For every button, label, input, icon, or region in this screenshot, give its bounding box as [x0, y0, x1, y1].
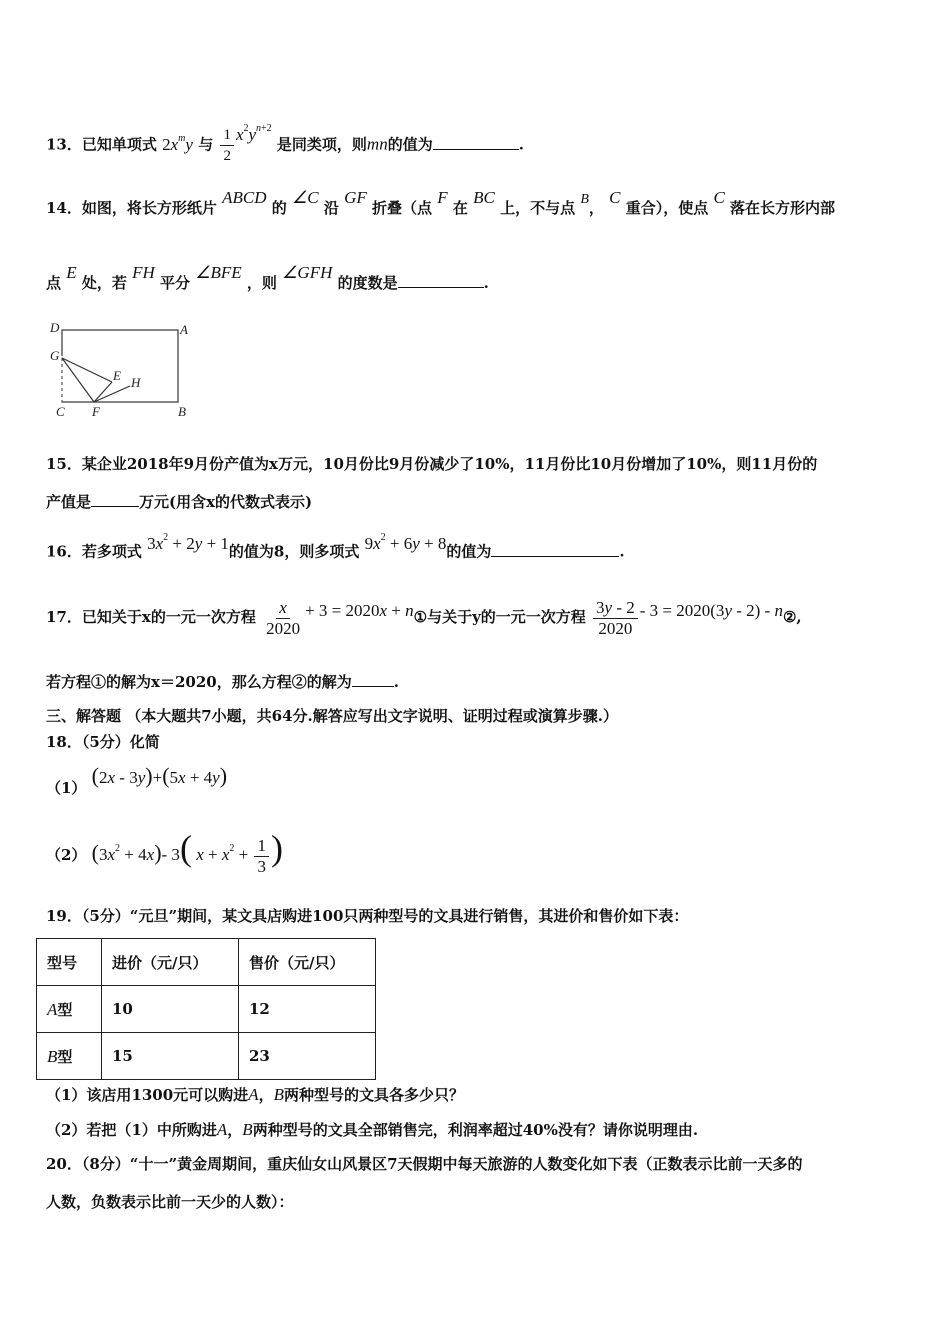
q13-frac-half: $\frac{1}{2}$: [220, 125, 234, 166]
q13-text-mid: 与: [198, 135, 214, 154]
q17-end: .: [393, 673, 399, 691]
q17-equation-2: - 3 = 2020(3y - 2) - n: [639, 601, 783, 620]
table-cell-type: [37, 1033, 102, 1080]
q14-text: 的: [271, 199, 287, 217]
question-19-sub-2: [46, 1120, 698, 1140]
q14-text: 处，若: [81, 274, 127, 292]
q19-sub1-math: B: [273, 1085, 284, 1104]
q17-answer-blank: [352, 672, 394, 687]
q16-text-pre: 若多项式: [81, 542, 142, 561]
q16-answer-blank: [491, 542, 619, 557]
q19-sub2-math: B: [242, 1120, 253, 1139]
q14-number: 14．: [46, 199, 82, 217]
q14-text: ，则: [246, 274, 277, 292]
q19-sub2-math: A: [216, 1120, 228, 1139]
question-14-line-1: [46, 188, 836, 220]
question-20-line-2: 人数，负数表示比前一天少的人数）：: [46, 1193, 294, 1211]
q14-text: 沿: [323, 199, 339, 217]
q14-answer-blank: [398, 273, 484, 288]
q18-expression-2: $(3x^2 + 4x)-$ 3( $x + x^2$ +: [91, 828, 253, 868]
q14-math: E: [66, 263, 77, 282]
q19-sub1-text: 两种型号的文具各多少只？: [283, 1086, 464, 1104]
q16-number: 16．: [46, 542, 82, 561]
q14-math: BC: [473, 188, 495, 207]
segment-fe: [94, 382, 112, 402]
table-row: [37, 986, 376, 1033]
question-19-sub-1: [46, 1085, 464, 1105]
q14-text: 折叠（点: [371, 199, 432, 217]
section-3-heading: 三、解答题 （本大题共7小题，共64分.解答应写出文字说明、证明过程或演算步骤.）: [46, 707, 618, 725]
q17-text-pre: 已知关于x的一元一次方程: [81, 608, 256, 626]
q19-sub2-text: ，: [227, 1121, 243, 1139]
q13-end: .: [518, 135, 524, 154]
q16-polynomial-1: $3x^2 + 2y + 1$: [147, 532, 229, 553]
label-f: F: [92, 404, 100, 419]
table-cell-cost: 10: [102, 986, 239, 1033]
table-header-cell: 售价（元/只）: [239, 939, 376, 986]
q14-text: 落在长方形内部: [730, 199, 836, 217]
table-cell-cost: 15: [102, 1033, 239, 1080]
question-18-part-1: [46, 763, 228, 797]
question-14-line-2: [46, 263, 489, 293]
q19-sub2-text: （2）若把（1）中所购进: [46, 1121, 217, 1139]
q13-mn: mn: [366, 134, 388, 154]
q16-polynomial-2: $9x^2 + 6y + 8$: [364, 532, 447, 553]
type-suffix: 型: [57, 1047, 73, 1066]
q14-math: F: [437, 188, 448, 207]
q14-math: ABCD: [222, 188, 267, 207]
q13-monomial-1: $2x^my$: [162, 132, 193, 154]
q14-text: 平分: [160, 274, 191, 292]
table-row: [37, 1033, 376, 1080]
q14-math: B: [580, 192, 589, 207]
q14-text: 点: [46, 274, 62, 292]
q14-end: .: [483, 274, 489, 292]
q19-sub1-text: （1）该店用1300元可以购进: [46, 1086, 249, 1104]
q19-sub1-math: A: [248, 1085, 259, 1104]
label-e: E: [113, 368, 121, 383]
question-15-line-2: [46, 492, 312, 512]
q14-math: ∠BFE: [195, 263, 242, 282]
table-header-cell: 型号: [37, 939, 102, 986]
q14-text: 如图，将长方形纸片: [81, 199, 217, 217]
question-17-line-2: [46, 672, 399, 692]
segment-fh: [94, 386, 130, 402]
table-header-row: [37, 939, 376, 986]
q14-math: GF: [344, 188, 367, 207]
q14-figure: [46, 318, 206, 422]
question-20-line-1: 20．（8分）“十一”黄金周期间，重庆仙女山风景区7天假期中每天旅游的人数变化如下表（正数表示比前一天多的: [46, 1155, 803, 1173]
label-d: D: [50, 320, 60, 335]
question-16: [46, 532, 625, 562]
q18-close-paren: ): [270, 828, 283, 868]
q17-text-tail: ②,: [782, 608, 802, 626]
q13-text-pre: 已知单项式: [81, 135, 157, 154]
q17-frac-1: $\frac{x}{2020}$: [266, 597, 301, 638]
q13-text-post: 是同类项，则: [276, 135, 367, 154]
table-cell-type: [37, 986, 102, 1033]
table-cell-price: 23: [239, 1033, 376, 1080]
q17-equation-1: + 3 = 2020x + n: [305, 601, 414, 620]
q13-monomial-2: $x^2y^{n+2}$: [235, 122, 272, 144]
q16-end: .: [619, 542, 625, 561]
q18-part-2-label: （2）: [46, 846, 87, 864]
q19-sub2-text: 两种型号的文具全部销售完，利润率超过40%没有？请你说明理由.: [252, 1121, 699, 1139]
q17-text-2: 若方程①的解为x＝2020，那么方程②的解为: [46, 673, 352, 691]
q14-math: ∠C: [292, 188, 319, 207]
q14-text: ，: [588, 199, 604, 217]
question-18-part-2: [46, 828, 283, 877]
label-c: C: [56, 404, 65, 419]
label-b: B: [178, 404, 186, 419]
question-17-line-1: [46, 594, 802, 640]
q14-text: 的度数是: [337, 274, 398, 292]
label-g: G: [50, 348, 60, 363]
q13-text-tail: 的值为: [387, 135, 433, 154]
question-18-heading: 18．（5分）化简: [46, 733, 160, 751]
q14-math: FH: [132, 263, 155, 282]
q13-number: 13．: [46, 135, 82, 154]
type-letter: A: [47, 999, 58, 1019]
question-13: [46, 122, 524, 166]
q15-number: 15．: [46, 455, 82, 473]
q15-text-2a: 产值是: [46, 493, 92, 511]
segment-ge: [62, 358, 112, 382]
type-suffix: 型: [57, 1000, 73, 1019]
q18-expression-1: (2x - 3y)+(5x + 4y): [91, 763, 228, 788]
q15-answer-blank: [91, 492, 139, 507]
question-19-heading: 19．（5分）“元旦”期间，某文具店购进100只两种型号的文具进行销售，其进价和售价如下表：: [46, 907, 689, 925]
q17-frac-2: $\frac{3y - 2}{2020}$: [593, 598, 638, 639]
q14-text: 上，不与点: [500, 199, 576, 217]
q14-math: C: [713, 188, 725, 207]
q14-text: 在: [452, 199, 468, 217]
price-table: [36, 938, 376, 1080]
q17-text-mid: ①与关于y的一元一次方程: [413, 608, 586, 626]
q15-text-2b: 万元(用含x的代数式表示): [139, 493, 313, 511]
q14-math: ∠GFH: [282, 263, 333, 282]
q18-part-1-label: （1）: [46, 779, 87, 797]
label-h: H: [131, 375, 141, 390]
q16-text-mid: 的值为8，则多项式: [228, 542, 360, 561]
table-header-cell: 进价（元/只）: [102, 939, 239, 986]
table-cell-price: 12: [239, 986, 376, 1033]
type-letter: B: [47, 1046, 58, 1066]
q19-sub1-text: ，: [258, 1086, 274, 1104]
q16-text-tail: 的值为: [446, 542, 492, 561]
question-15-line-1: [46, 454, 817, 474]
q15-text-1: 某企业2018年9月份产值为x万元，10月份比9月份减少了10%，11月份比10月份增加了10%，则11月份的: [81, 455, 818, 473]
q17-number: 17．: [46, 608, 82, 626]
q14-math: C: [609, 188, 621, 207]
segment-gf: [62, 358, 94, 402]
label-a: A: [180, 322, 188, 337]
q13-answer-blank: [433, 135, 519, 150]
q14-text: 重合），使点: [625, 199, 709, 217]
q18-frac-third: $\frac{1}{3}$: [254, 836, 269, 877]
